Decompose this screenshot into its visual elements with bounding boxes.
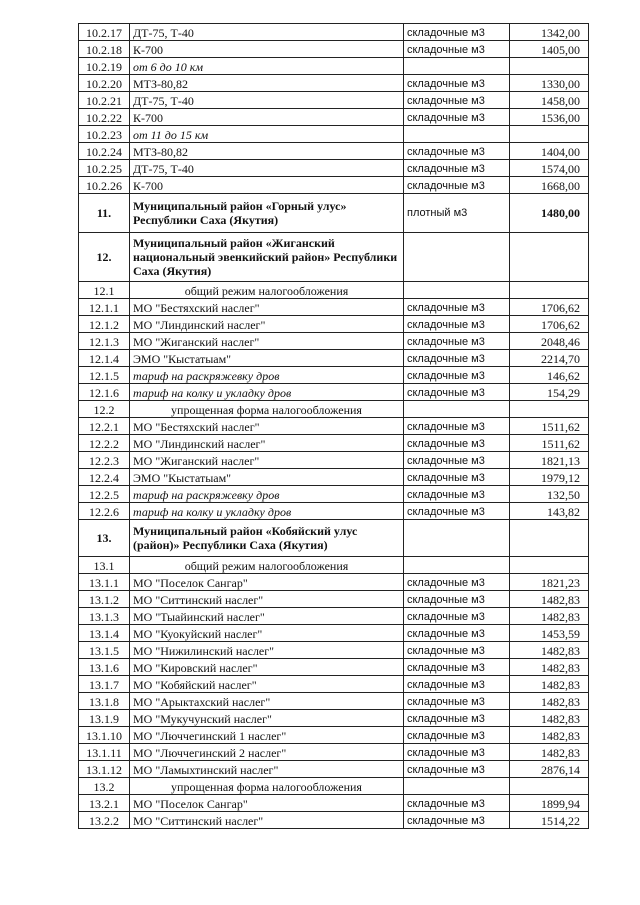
row-number: 13.1.4 xyxy=(79,625,130,642)
row-name: МО "Люччегинский 2 наслег" xyxy=(130,744,404,761)
row-number: 13. xyxy=(79,520,130,557)
row-unit: складочные м3 xyxy=(404,418,510,435)
row-unit xyxy=(404,282,510,299)
table-row xyxy=(79,177,589,194)
row-name: тариф на раскряжевку дров xyxy=(130,367,404,384)
row-price: 1821,23 xyxy=(510,574,589,591)
row-unit: складочные м3 xyxy=(404,143,510,160)
row-price xyxy=(510,126,589,143)
row-unit xyxy=(404,778,510,795)
row-number: 10.2.22 xyxy=(79,109,130,126)
row-name: МО "Бестяхский наслег" xyxy=(130,299,404,316)
row-unit: складочные м3 xyxy=(404,24,510,41)
table-row xyxy=(79,58,589,75)
row-name: МО "Тыайинский наслег" xyxy=(130,608,404,625)
table-row xyxy=(79,761,589,778)
row-unit: складочные м3 xyxy=(404,469,510,486)
row-price xyxy=(510,557,589,574)
table-row xyxy=(79,625,589,642)
row-number: 12.1 xyxy=(79,282,130,299)
row-name: ЭМО "Кыстатыам" xyxy=(130,469,404,486)
row-name: от 6 до 10 км xyxy=(130,58,404,75)
table-row xyxy=(79,591,589,608)
row-price: 1453,59 xyxy=(510,625,589,642)
row-price: 1511,62 xyxy=(510,435,589,452)
row-price: 143,82 xyxy=(510,503,589,520)
subsection-row xyxy=(79,401,589,418)
row-name: общий режим налогообложения xyxy=(130,282,404,299)
row-unit: складочные м3 xyxy=(404,591,510,608)
row-price: 154,29 xyxy=(510,384,589,401)
row-unit: складочные м3 xyxy=(404,452,510,469)
row-name: МО "Линдинский наслег" xyxy=(130,316,404,333)
table-row xyxy=(79,486,589,503)
row-name: МО "Поселок Сангар" xyxy=(130,574,404,591)
row-price xyxy=(510,778,589,795)
row-unit: складочные м3 xyxy=(404,486,510,503)
row-unit: складочные м3 xyxy=(404,160,510,177)
row-name: МТЗ-80,82 xyxy=(130,75,404,92)
row-number: 10.2.17 xyxy=(79,24,130,41)
row-name: Муниципальный район «Горный улус» Республики Саха (Якутия) xyxy=(130,194,404,233)
row-name: К-700 xyxy=(130,41,404,58)
row-number: 12.1.3 xyxy=(79,333,130,350)
row-name: общий режим налогообложения xyxy=(130,557,404,574)
table-row xyxy=(79,435,589,452)
row-name: МО "Люччегинский 1 наслег" xyxy=(130,727,404,744)
table-row xyxy=(79,92,589,109)
row-number: 12. xyxy=(79,233,130,282)
row-unit: плотный м3 xyxy=(404,194,510,233)
row-number: 13.1 xyxy=(79,557,130,574)
row-price: 1482,83 xyxy=(510,642,589,659)
tariff-table-body xyxy=(79,24,589,829)
table-row xyxy=(79,676,589,693)
row-number: 13.1.3 xyxy=(79,608,130,625)
table-row xyxy=(79,299,589,316)
row-number: 10.2.21 xyxy=(79,92,130,109)
row-number: 13.2 xyxy=(79,778,130,795)
row-number: 12.1.4 xyxy=(79,350,130,367)
row-number: 13.1.9 xyxy=(79,710,130,727)
row-price: 1482,83 xyxy=(510,676,589,693)
row-price: 2876,14 xyxy=(510,761,589,778)
row-name: МО "Ситтинский наслег" xyxy=(130,812,404,829)
row-name: МО "Линдинский наслег" xyxy=(130,435,404,452)
row-name: ЭМО "Кыстатыам" xyxy=(130,350,404,367)
row-unit: складочные м3 xyxy=(404,299,510,316)
row-number: 12.1.1 xyxy=(79,299,130,316)
row-price: 1480,00 xyxy=(510,194,589,233)
row-unit: складочные м3 xyxy=(404,761,510,778)
row-number: 12.1.2 xyxy=(79,316,130,333)
row-unit: складочные м3 xyxy=(404,177,510,194)
table-row xyxy=(79,693,589,710)
table-row xyxy=(79,24,589,41)
row-unit: складочные м3 xyxy=(404,574,510,591)
row-price: 1821,13 xyxy=(510,452,589,469)
row-price: 1482,83 xyxy=(510,591,589,608)
table-row xyxy=(79,109,589,126)
row-price: 1511,62 xyxy=(510,418,589,435)
row-name: МО "Ситтинский наслег" xyxy=(130,591,404,608)
row-price: 2048,46 xyxy=(510,333,589,350)
table-row xyxy=(79,367,589,384)
row-unit xyxy=(404,126,510,143)
row-unit xyxy=(404,557,510,574)
row-unit xyxy=(404,520,510,557)
row-name: упрощенная форма налогообложения xyxy=(130,401,404,418)
row-name: тариф на раскряжевку дров xyxy=(130,486,404,503)
row-price: 1574,00 xyxy=(510,160,589,177)
row-number: 13.2.2 xyxy=(79,812,130,829)
row-unit: складочные м3 xyxy=(404,333,510,350)
row-name: ДТ-75, Т-40 xyxy=(130,92,404,109)
row-number: 12.2.1 xyxy=(79,418,130,435)
row-unit: складочные м3 xyxy=(404,727,510,744)
row-unit: складочные м3 xyxy=(404,744,510,761)
row-price xyxy=(510,233,589,282)
table-row xyxy=(79,503,589,520)
table-row xyxy=(79,350,589,367)
table-row xyxy=(79,710,589,727)
table-row xyxy=(79,642,589,659)
row-unit: складочные м3 xyxy=(404,795,510,812)
table-row xyxy=(79,469,589,486)
row-price: 1482,83 xyxy=(510,710,589,727)
table-row xyxy=(79,452,589,469)
row-unit: складочные м3 xyxy=(404,384,510,401)
row-unit: складочные м3 xyxy=(404,659,510,676)
row-name: МО "Кировский наслег" xyxy=(130,659,404,676)
section-header-row xyxy=(79,194,589,233)
row-price: 1482,83 xyxy=(510,693,589,710)
row-price: 1706,62 xyxy=(510,299,589,316)
row-name: упрощенная форма налогообложения xyxy=(130,778,404,795)
table-row xyxy=(79,126,589,143)
table-row xyxy=(79,143,589,160)
row-price: 1458,00 xyxy=(510,92,589,109)
row-unit: складочные м3 xyxy=(404,316,510,333)
row-name: МО "Поселок Сангар" xyxy=(130,795,404,812)
row-number: 12.1.5 xyxy=(79,367,130,384)
row-name: Муниципальный район «Кобяйский улус (район)» Республики Саха (Якутия) xyxy=(130,520,404,557)
row-unit: складочные м3 xyxy=(404,435,510,452)
row-name: К-700 xyxy=(130,109,404,126)
table-row xyxy=(79,574,589,591)
row-number: 13.1.6 xyxy=(79,659,130,676)
row-unit: складочные м3 xyxy=(404,625,510,642)
row-number: 13.1.1 xyxy=(79,574,130,591)
table-row xyxy=(79,160,589,177)
row-unit: складочные м3 xyxy=(404,109,510,126)
row-price: 1482,83 xyxy=(510,727,589,744)
row-price xyxy=(510,58,589,75)
row-number: 11. xyxy=(79,194,130,233)
row-name: ДТ-75, Т-40 xyxy=(130,160,404,177)
table-row xyxy=(79,384,589,401)
row-price: 1536,00 xyxy=(510,109,589,126)
row-price: 1404,00 xyxy=(510,143,589,160)
row-unit: складочные м3 xyxy=(404,75,510,92)
row-number: 13.1.8 xyxy=(79,693,130,710)
row-price xyxy=(510,282,589,299)
section-header-row xyxy=(79,520,589,557)
row-price xyxy=(510,401,589,418)
row-number: 10.2.18 xyxy=(79,41,130,58)
table-row xyxy=(79,418,589,435)
row-number: 10.2.19 xyxy=(79,58,130,75)
row-price: 146,62 xyxy=(510,367,589,384)
row-price: 1706,62 xyxy=(510,316,589,333)
row-number: 10.2.25 xyxy=(79,160,130,177)
row-number: 12.2.6 xyxy=(79,503,130,520)
row-unit: складочные м3 xyxy=(404,503,510,520)
row-price: 1514,22 xyxy=(510,812,589,829)
row-number: 12.2.5 xyxy=(79,486,130,503)
row-unit: складочные м3 xyxy=(404,812,510,829)
row-unit: складочные м3 xyxy=(404,608,510,625)
row-name: Муниципальный район «Жиганский национальный эвенкийский район» Республики Саха (Якутия) xyxy=(130,233,404,282)
row-price: 1979,12 xyxy=(510,469,589,486)
row-unit: складочные м3 xyxy=(404,350,510,367)
table-row xyxy=(79,659,589,676)
row-unit: складочные м3 xyxy=(404,41,510,58)
row-price: 1330,00 xyxy=(510,75,589,92)
table-row xyxy=(79,795,589,812)
row-number: 13.1.12 xyxy=(79,761,130,778)
row-number: 10.2.20 xyxy=(79,75,130,92)
row-unit: складочные м3 xyxy=(404,367,510,384)
table-row xyxy=(79,608,589,625)
table-row xyxy=(79,316,589,333)
row-name: МО "Нижилинский наслег" xyxy=(130,642,404,659)
row-number: 12.2.2 xyxy=(79,435,130,452)
row-number: 12.2.3 xyxy=(79,452,130,469)
table-row xyxy=(79,812,589,829)
row-name: МО "Жиганский наслег" xyxy=(130,452,404,469)
row-unit xyxy=(404,401,510,418)
row-unit: складочные м3 xyxy=(404,92,510,109)
row-name: МО "Бестяхский наслег" xyxy=(130,418,404,435)
tariff-table xyxy=(78,23,589,829)
row-number: 12.2 xyxy=(79,401,130,418)
row-name: МО "Арыктахский наслег" xyxy=(130,693,404,710)
row-price: 1482,83 xyxy=(510,744,589,761)
section-header-row xyxy=(79,233,589,282)
row-price: 1899,94 xyxy=(510,795,589,812)
row-name: МО "Мукучунский наслег" xyxy=(130,710,404,727)
row-number: 13.1.11 xyxy=(79,744,130,761)
row-name: МО "Кобяйский наслег" xyxy=(130,676,404,693)
row-name: МО "Жиганский наслег" xyxy=(130,333,404,350)
table-row xyxy=(79,744,589,761)
row-number: 13.1.7 xyxy=(79,676,130,693)
row-price: 132,50 xyxy=(510,486,589,503)
table-row xyxy=(79,75,589,92)
row-name: тариф на колку и укладку дров xyxy=(130,503,404,520)
row-number: 13.1.5 xyxy=(79,642,130,659)
row-price: 1482,83 xyxy=(510,608,589,625)
row-unit xyxy=(404,233,510,282)
row-unit xyxy=(404,58,510,75)
row-unit: складочные м3 xyxy=(404,642,510,659)
row-name: МО "Ламыхтинский наслег" xyxy=(130,761,404,778)
row-name: ДТ-75, Т-40 xyxy=(130,24,404,41)
row-number: 13.1.10 xyxy=(79,727,130,744)
row-unit: складочные м3 xyxy=(404,693,510,710)
row-name: МО "Куокуйский наслег" xyxy=(130,625,404,642)
row-number: 13.2.1 xyxy=(79,795,130,812)
table-row xyxy=(79,41,589,58)
row-number: 10.2.24 xyxy=(79,143,130,160)
row-number: 10.2.26 xyxy=(79,177,130,194)
row-name: МТЗ-80,82 xyxy=(130,143,404,160)
row-price: 2214,70 xyxy=(510,350,589,367)
row-unit: складочные м3 xyxy=(404,710,510,727)
table-row xyxy=(79,333,589,350)
row-price xyxy=(510,520,589,557)
table-row xyxy=(79,727,589,744)
row-price: 1482,83 xyxy=(510,659,589,676)
row-number: 12.1.6 xyxy=(79,384,130,401)
row-price: 1342,00 xyxy=(510,24,589,41)
row-price: 1668,00 xyxy=(510,177,589,194)
row-price: 1405,00 xyxy=(510,41,589,58)
row-unit: складочные м3 xyxy=(404,676,510,693)
subsection-row xyxy=(79,557,589,574)
subsection-row xyxy=(79,778,589,795)
row-name: тариф на колку и укладку дров xyxy=(130,384,404,401)
row-name: от 11 до 15 км xyxy=(130,126,404,143)
row-number: 12.2.4 xyxy=(79,469,130,486)
row-name: К-700 xyxy=(130,177,404,194)
row-number: 13.1.2 xyxy=(79,591,130,608)
row-number: 10.2.23 xyxy=(79,126,130,143)
subsection-row xyxy=(79,282,589,299)
